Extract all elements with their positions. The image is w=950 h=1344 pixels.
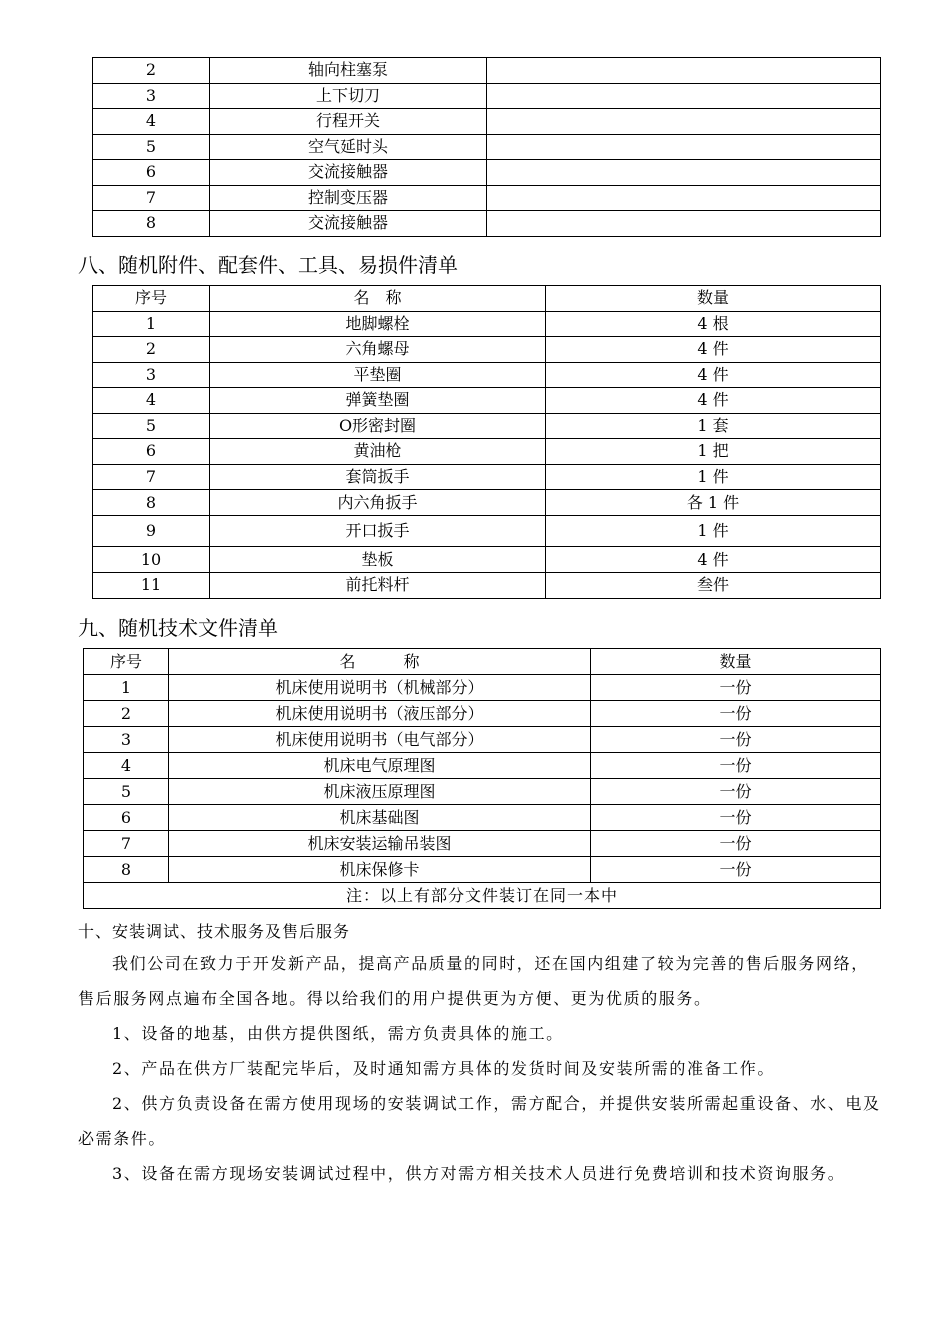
component-note bbox=[487, 185, 881, 211]
row-number: 2 bbox=[93, 337, 210, 363]
document-quantity: 一份 bbox=[591, 857, 881, 883]
document-name: 机床使用说明书（机械部分） bbox=[169, 675, 591, 701]
table-row bbox=[93, 464, 881, 490]
table-row bbox=[84, 831, 881, 857]
item-quantity: 1 件 bbox=[546, 516, 881, 547]
table-row bbox=[93, 83, 881, 109]
section-heading-service: 十、安装调试、技术服务及售后服务 bbox=[78, 922, 351, 941]
header-name: 名 称 bbox=[169, 649, 591, 675]
item-name: 黄油枪 bbox=[210, 439, 546, 465]
item-name: 地脚螺栓 bbox=[210, 311, 546, 337]
item-name: 开口扳手 bbox=[210, 516, 546, 547]
table-row bbox=[93, 439, 881, 465]
row-number: 5 bbox=[84, 779, 169, 805]
table-row bbox=[84, 701, 881, 727]
component-note bbox=[487, 58, 881, 84]
item-name: 弹簧垫圈 bbox=[210, 388, 546, 414]
row-number: 4 bbox=[84, 753, 169, 779]
service-paragraph: 1、设备的地基，由供方提供图纸，需方负责具体的施工。 bbox=[112, 1024, 564, 1043]
table-row bbox=[93, 516, 881, 547]
document-quantity: 一份 bbox=[591, 779, 881, 805]
document-name: 机床电气原理图 bbox=[169, 753, 591, 779]
header-name: 名 称 bbox=[210, 286, 546, 312]
component-name: 轴向柱塞泵 bbox=[210, 58, 487, 84]
service-paragraph: 我们公司在致力于开发新产品，提高产品质量的同时，还在国内组建了较为完善的售后服务网络，售后服务网点遍布全国各地。得以给我们的用户提供更为方便、更为优质的服务。 bbox=[78, 954, 869, 1008]
component-note bbox=[487, 160, 881, 186]
item-name: 套筒扳手 bbox=[210, 464, 546, 490]
document-quantity: 一份 bbox=[591, 727, 881, 753]
item-name: 平垫圈 bbox=[210, 362, 546, 388]
row-number: 2 bbox=[84, 701, 169, 727]
table-note: 注：以上有部分文件装订在同一本中 bbox=[84, 883, 881, 909]
item-name: 垫板 bbox=[210, 547, 546, 573]
item-quantity: 4 件 bbox=[546, 337, 881, 363]
row-number: 1 bbox=[84, 675, 169, 701]
service-paragraph: 2、供方负责设备在需方使用现场的安装调试工作，需方配合，并提供安装所需起重设备、水、电及必需条件。 bbox=[78, 1094, 881, 1148]
document-name: 机床基础图 bbox=[169, 805, 591, 831]
document-name: 机床使用说明书（电气部分） bbox=[169, 727, 591, 753]
item-name: 前托料杆 bbox=[210, 573, 546, 599]
component-note bbox=[487, 109, 881, 135]
component-name: 空气延时头 bbox=[210, 134, 487, 160]
item-quantity: 1 件 bbox=[546, 464, 881, 490]
row-number: 6 bbox=[84, 805, 169, 831]
table-row bbox=[93, 547, 881, 573]
header-number: 序号 bbox=[93, 286, 210, 312]
row-number: 7 bbox=[93, 185, 210, 211]
component-note bbox=[487, 211, 881, 237]
row-number: 6 bbox=[93, 160, 210, 186]
section-heading-accessories: 八、随机附件、配套件、工具、易损件清单 bbox=[78, 253, 458, 277]
table-row bbox=[84, 727, 881, 753]
item-name: 内六角扳手 bbox=[210, 490, 546, 516]
table-note-row bbox=[84, 883, 881, 909]
document-name: 机床保修卡 bbox=[169, 857, 591, 883]
document-quantity: 一份 bbox=[591, 701, 881, 727]
item-quantity: 叁件 bbox=[546, 573, 881, 599]
item-quantity: 4 件 bbox=[546, 547, 881, 573]
header-number: 序号 bbox=[84, 649, 169, 675]
table-row bbox=[93, 160, 881, 186]
document-quantity: 一份 bbox=[591, 805, 881, 831]
table-row bbox=[93, 311, 881, 337]
table-row bbox=[84, 779, 881, 805]
table-row bbox=[93, 58, 881, 84]
header-quantity: 数量 bbox=[546, 286, 881, 312]
table-row bbox=[93, 388, 881, 414]
item-quantity: 4 件 bbox=[546, 362, 881, 388]
document-name: 机床液压原理图 bbox=[169, 779, 591, 805]
row-number: 9 bbox=[93, 516, 210, 547]
documents-table bbox=[83, 648, 881, 909]
table-row bbox=[84, 675, 881, 701]
document-quantity: 一份 bbox=[591, 831, 881, 857]
item-quantity: 4 件 bbox=[546, 388, 881, 414]
document-name: 机床使用说明书（液压部分） bbox=[169, 701, 591, 727]
row-number: 1 bbox=[93, 311, 210, 337]
table-row bbox=[84, 753, 881, 779]
row-number: 4 bbox=[93, 109, 210, 135]
component-note bbox=[487, 134, 881, 160]
row-number: 8 bbox=[93, 211, 210, 237]
component-name: 上下切刀 bbox=[210, 83, 487, 109]
item-quantity: 4 根 bbox=[546, 311, 881, 337]
service-paragraph: 2、产品在供方厂装配完毕后，及时通知需方具体的发货时间及安装所需的准备工作。 bbox=[112, 1059, 775, 1078]
service-paragraph: 3、设备在需方现场安装调试过程中，供方对需方相关技术人员进行免费培训和技术资询服务。 bbox=[112, 1164, 846, 1183]
item-quantity: 1 把 bbox=[546, 439, 881, 465]
table-row bbox=[93, 211, 881, 237]
row-number: 8 bbox=[93, 490, 210, 516]
table-header-row bbox=[84, 649, 881, 675]
row-number: 8 bbox=[84, 857, 169, 883]
document-name: 机床安装运输吊装图 bbox=[169, 831, 591, 857]
component-name: 交流接触器 bbox=[210, 211, 487, 237]
row-number: 6 bbox=[93, 439, 210, 465]
component-name: 控制变压器 bbox=[210, 185, 487, 211]
table-header-row bbox=[93, 286, 881, 312]
document-quantity: 一份 bbox=[591, 675, 881, 701]
section-heading-documents: 九、随机技术文件清单 bbox=[78, 616, 278, 640]
table-row bbox=[84, 805, 881, 831]
item-name: O形密封圈 bbox=[210, 413, 546, 439]
table-row bbox=[93, 109, 881, 135]
row-number: 7 bbox=[84, 831, 169, 857]
row-number: 3 bbox=[93, 83, 210, 109]
table-row bbox=[93, 134, 881, 160]
row-number: 5 bbox=[93, 134, 210, 160]
table-row bbox=[93, 362, 881, 388]
table-row bbox=[93, 337, 881, 363]
component-table bbox=[92, 57, 881, 237]
component-name: 交流接触器 bbox=[210, 160, 487, 186]
row-number: 5 bbox=[93, 413, 210, 439]
row-number: 3 bbox=[93, 362, 210, 388]
table-row bbox=[93, 490, 881, 516]
table-row bbox=[93, 413, 881, 439]
item-name: 六角螺母 bbox=[210, 337, 546, 363]
row-number: 3 bbox=[84, 727, 169, 753]
header-quantity: 数量 bbox=[591, 649, 881, 675]
table-row bbox=[93, 185, 881, 211]
document-quantity: 一份 bbox=[591, 753, 881, 779]
table-row bbox=[84, 857, 881, 883]
row-number: 7 bbox=[93, 464, 210, 490]
row-number: 10 bbox=[93, 547, 210, 573]
table-row bbox=[93, 573, 881, 599]
component-name: 行程开关 bbox=[210, 109, 487, 135]
service-body bbox=[78, 946, 884, 1191]
row-number: 2 bbox=[93, 58, 210, 84]
row-number: 11 bbox=[93, 573, 210, 599]
row-number: 4 bbox=[93, 388, 210, 414]
component-note bbox=[487, 83, 881, 109]
item-quantity: 1 套 bbox=[546, 413, 881, 439]
item-quantity: 各 1 件 bbox=[546, 490, 881, 516]
accessories-table bbox=[92, 285, 881, 599]
